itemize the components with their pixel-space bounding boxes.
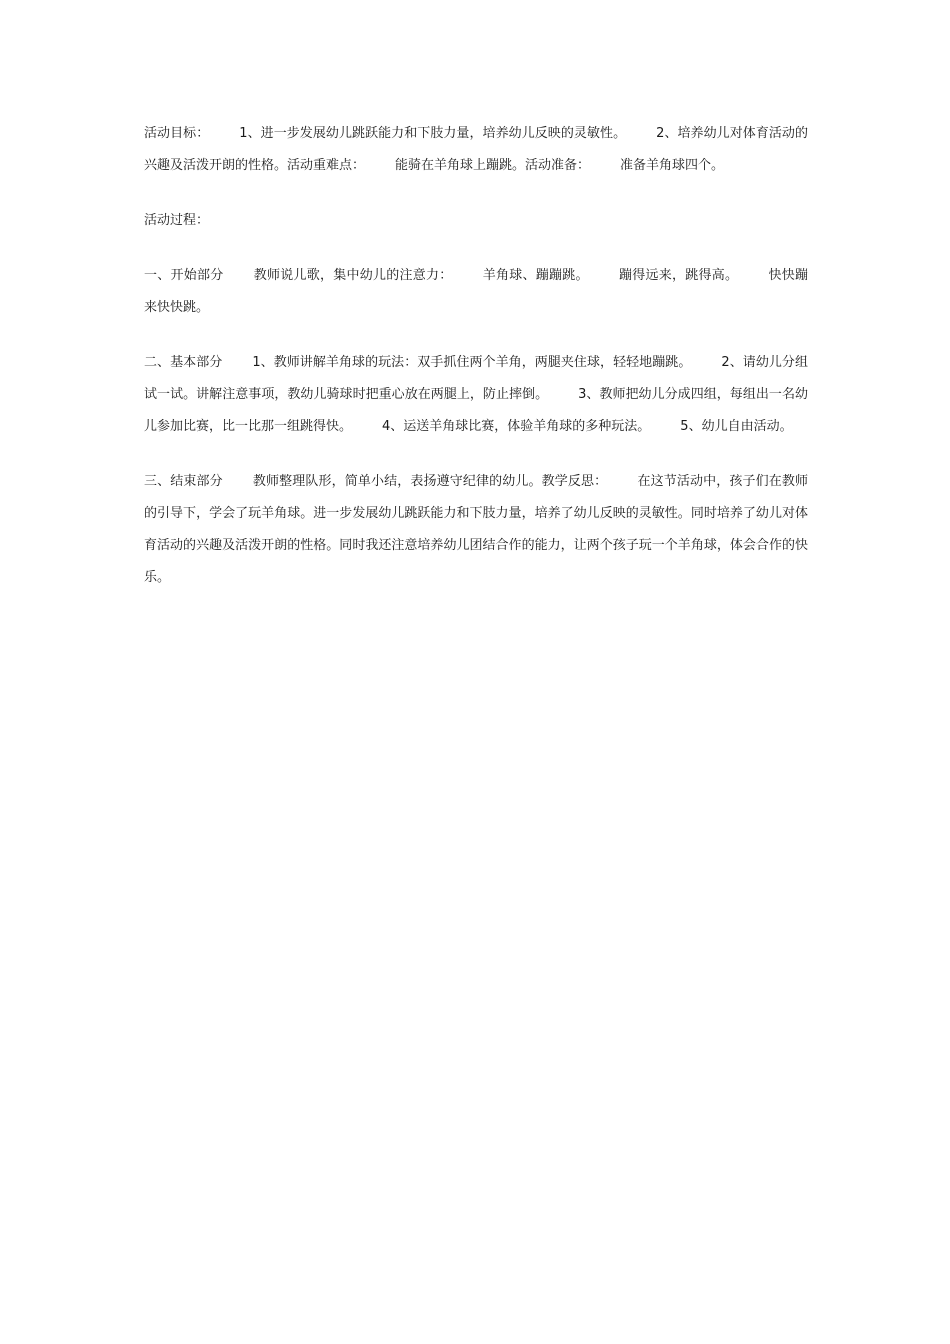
end-section-summary: 教师整理队形，简单小结，表扬遵守纪律的幼儿。教学反思：: [252, 474, 608, 489]
preparation: 准备羊角球四个。: [620, 158, 725, 173]
basic-step-4: 4、运送羊角球比赛，体验羊角球的多种玩法。: [382, 419, 651, 434]
end-section-heading: 三、结束部分: [144, 474, 223, 489]
document-body: [144, 118, 808, 594]
teaching-reflection: 在这节活动中，孩子们在教师的引导下，学会了玩羊角球。进一步发展幼儿跳跃能力和下肢力量，培养了幼儿反映的灵敏性。同时培养了幼儿对体育活动的兴趣及活泼开朗的性格。同时我还注意培养幼儿团结合作的能力，让两个孩子玩一个羊角球，体会合作的快乐。: [144, 474, 808, 585]
paragraph-start-section: [144, 260, 808, 324]
rhyme-line-1: 羊角球、蹦蹦跳。: [482, 268, 589, 283]
rhyme-line-3: 快快蹦来快快跳。: [144, 268, 808, 315]
goal-1: 1、进一步发展幼儿跳跃能力和下肢力量，培养幼儿反映的灵敏性。: [239, 126, 627, 141]
start-section-heading: 一、开始部分: [144, 268, 224, 283]
basic-step-2: 2、请幼儿分组试一试。讲解注意事项，教幼儿骑球时把重心放在两腿上，防止摔倒。: [144, 355, 808, 402]
basic-step-5: 5、幼儿自由活动。: [680, 419, 793, 434]
basic-step-1: 1、教师讲解羊角球的玩法：双手抓住两个羊角，两腿夹住球，轻轻地蹦跳。: [252, 355, 692, 370]
rhyme-line-2: 蹦得远来，跳得高。: [618, 268, 739, 283]
process-heading: 活动过程：: [144, 213, 210, 228]
goal-2-and-key-points-heading: 2、培养幼儿对体育活动的兴趣及活泼开朗的性格。活动重难点：: [144, 126, 808, 173]
paragraph-activity-goals: [144, 118, 808, 182]
basic-step-3: 3、教师把幼儿分成四组，每组出一名幼儿参加比赛，比一比那一组跳得快。: [144, 387, 808, 434]
key-points-and-prep-heading: 能骑在羊角球上蹦跳。活动准备：: [395, 158, 591, 173]
paragraph-process-heading: [144, 205, 808, 237]
basic-section-heading: 二、基本部分: [144, 355, 223, 370]
goals-heading: 活动目标：: [144, 126, 210, 141]
paragraph-basic-section: [144, 347, 808, 443]
start-section-intro: 教师说儿歌，集中幼儿的注意力：: [253, 268, 453, 283]
paragraph-end-section: [144, 466, 808, 594]
